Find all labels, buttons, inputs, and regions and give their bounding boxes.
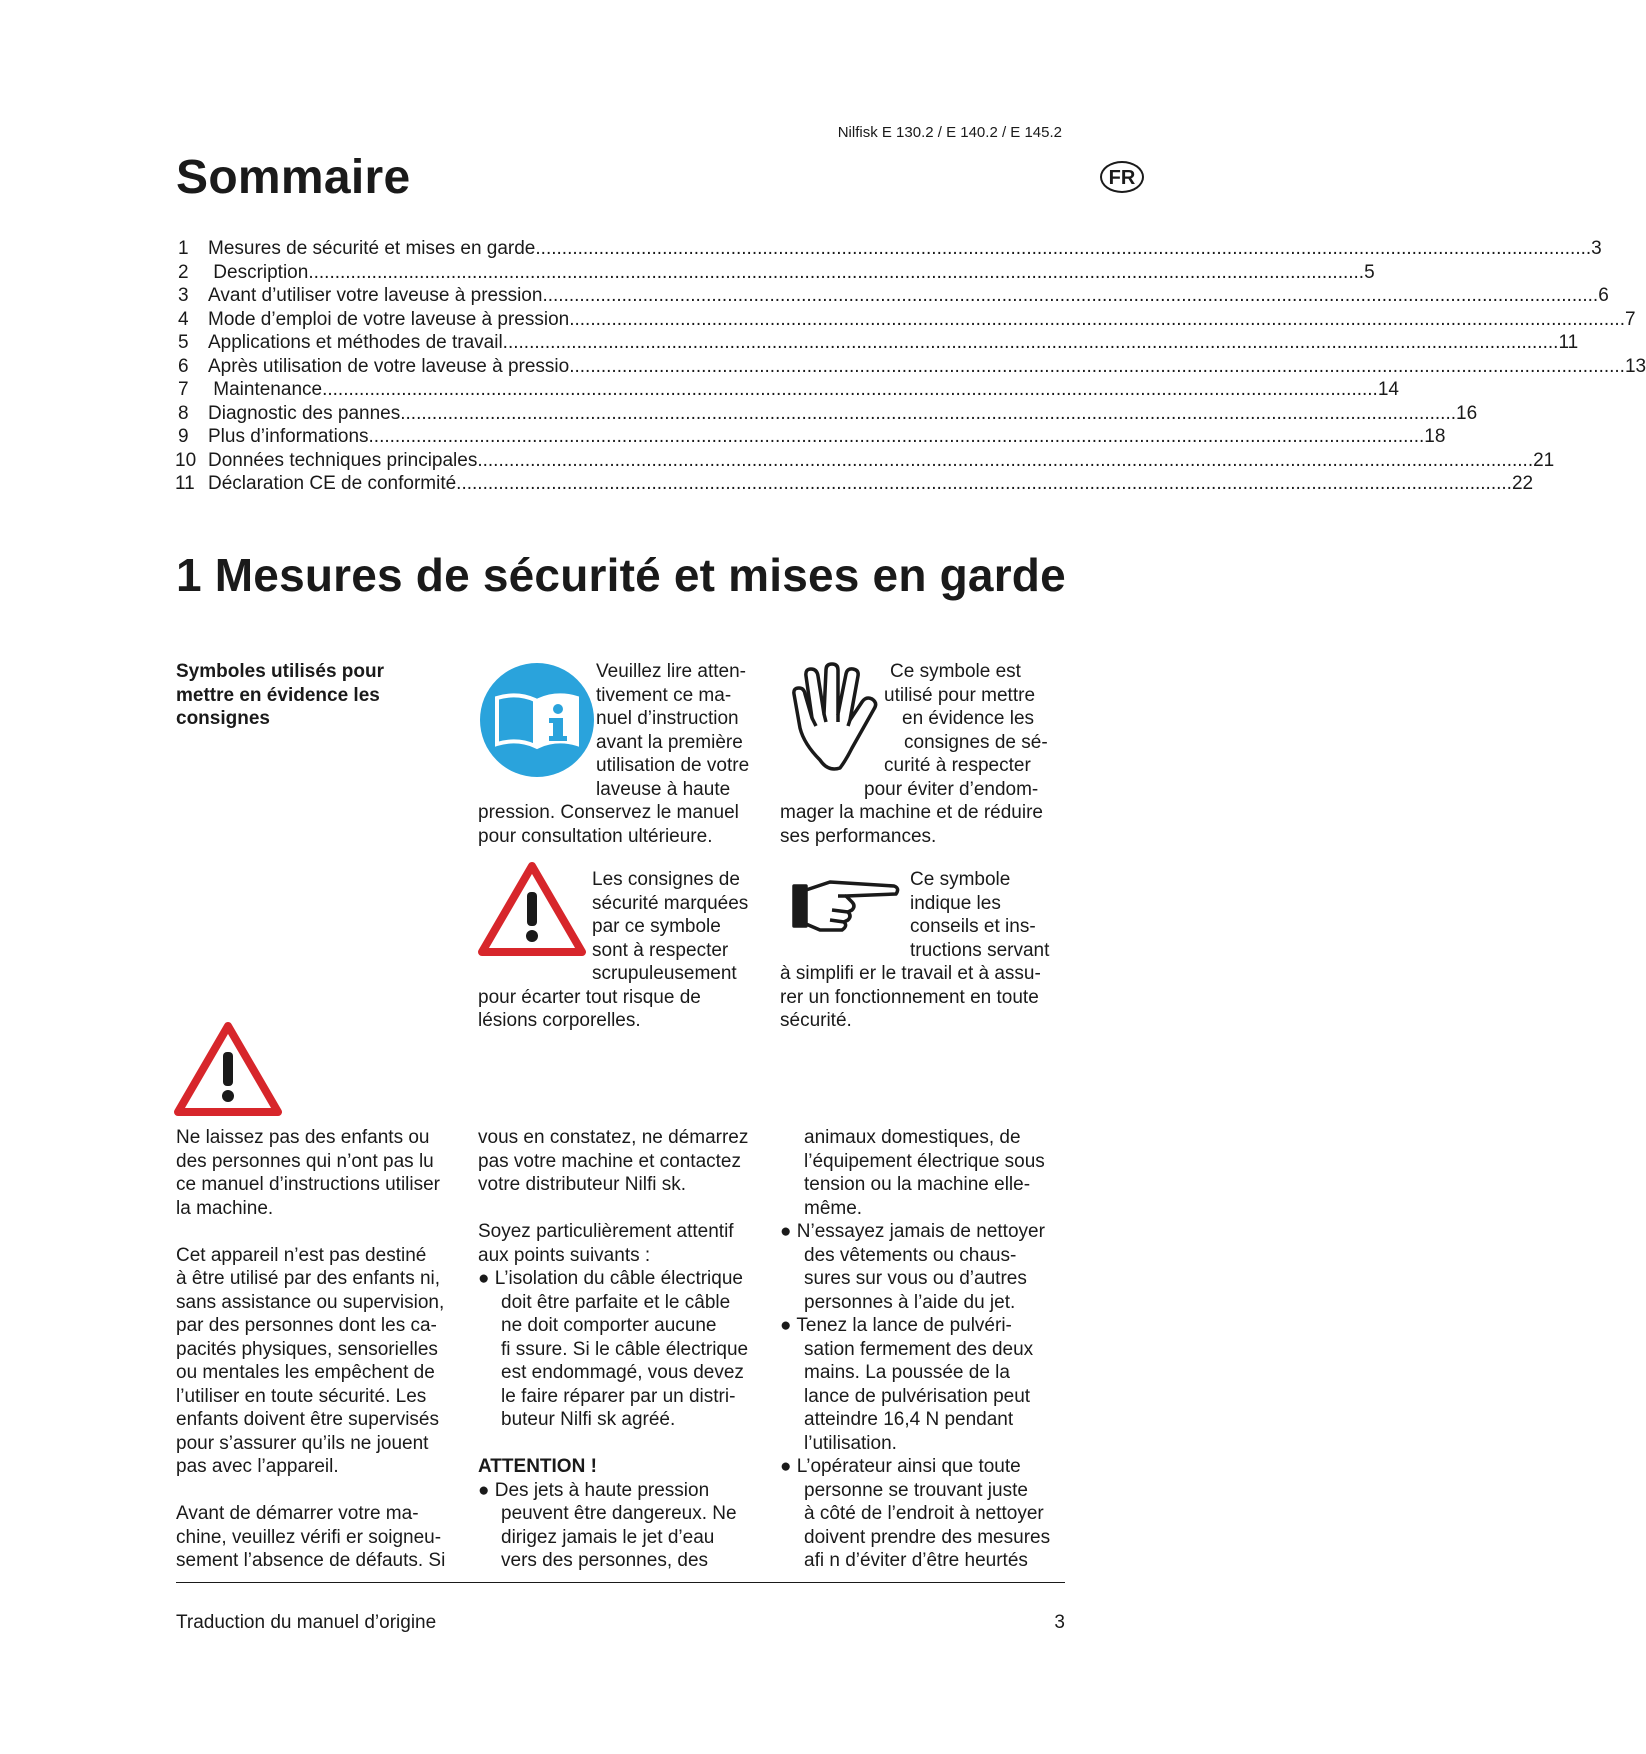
toc-leader-dots: ........................................................................................................................................................................................................ <box>502 332 1559 353</box>
paragraph: Soyez particulièrement attentif aux points suivants : <box>478 1221 734 1266</box>
toc-entry-title: Diagnostic des pannes <box>208 402 401 424</box>
toc-leader-dots: ........................................................................................................................................................................................................ <box>569 308 1625 330</box>
toc-entry-page: 13 <box>1624 355 1646 377</box>
page-number: 3 <box>1054 1612 1065 1633</box>
toc-leader-dots: ........................................................................................................................................................................................................ <box>322 379 1378 400</box>
hand-symbol-text: Ce symbole est utilisé pour mettre en évidence les consignes de sé- curité à respecter pour éviter d’endom- mager la machine et de réduire ses performances. <box>780 661 1048 847</box>
toc-entry-page: 11 <box>1558 332 1579 353</box>
toc-entry-title: Déclaration CE de conformité <box>208 473 457 494</box>
toc-entry <box>178 402 1478 426</box>
toc-entry-title: Mode d’emploi de votre laveuse à pression <box>208 308 570 330</box>
toc-entry-title: Description <box>208 261 309 283</box>
paragraph: animaux domestiques, de l’équipement électrique sous tension ou la machine elle- même. <box>804 1127 1045 1219</box>
body-column-2 <box>478 1126 778 1573</box>
pointer-symbol-text: Ce symbole indique les conseils et ins- tructions servant à simplifi er le travail et à assu- rer un fonctionnement en toute sécurité. <box>780 869 1050 1031</box>
toc-entry-title: Avant d’utiliser votre laveuse à pression <box>208 285 543 306</box>
toc-entry-title: Applications et méthodes de travail <box>208 332 503 353</box>
toc-leader-dots: ........................................................................................................................................................................................................ <box>400 402 1457 424</box>
toc-entry <box>175 449 1555 473</box>
toc-leader-dots: ........................................................................................................................................................................................................ <box>542 285 1599 306</box>
toc-entry-title: Maintenance <box>208 379 323 400</box>
list-item: ● Des jets à haute pression peuvent être dangereux. Ne dirigez jamais le jet d’eau vers des personnes, des <box>478 1479 737 1571</box>
attention-label: ATTENTION ! <box>478 1456 597 1477</box>
list-item: ● L’isolation du câble électrique doit être parfaite et le câble ne doit comporter aucune fi ssure. Si le câble électrique est endommagé, vous devez le faire réparer par un distri- buteur Nilfi sk agréé. <box>478 1268 749 1430</box>
toc-entry-page: 3 <box>1591 238 1602 259</box>
manual-symbol-text: Veuillez lire atten- tivement ce ma- nuel d’instruction avant la première utilisation de votre laveuse à haute pression. Conservez le manuel pour consultation ultérieure. <box>478 661 750 847</box>
section-heading: 1 Mesures de sécurité et mises en garde <box>176 549 1066 601</box>
toc-entry-number: 6 <box>178 355 189 377</box>
toc-entry-number: 9 <box>178 426 189 447</box>
toc-entry-number: 10 <box>175 449 197 471</box>
toc-entry-page: 16 <box>1456 402 1478 424</box>
list-item: ● N’essayez jamais de nettoyer des vêtements ou chaus- sures sur vous ou d’autres personnes à l’aide du jet. <box>780 1221 1045 1313</box>
toc-entry <box>178 261 1375 285</box>
toc-entry-page: 14 <box>1377 379 1399 400</box>
toc-entry-number: 8 <box>178 402 189 424</box>
toc-entry <box>178 355 1646 379</box>
toc-leader-dots: ........................................................................................................................................................................................................ <box>308 261 1365 283</box>
list-item: ● L’opérateur ainsi que toute personne se trouvant juste à côté de l’endroit à nettoyer doivent prendre des mesures afi n d’éviter d’être heurtés <box>780 1456 1051 1571</box>
toc-entry-title: Mesures de sécurité et mises en garde <box>208 238 536 259</box>
paragraph: vous en constatez, ne démarrez pas votre machine et contactez votre distributeur Nilfi sk. <box>478 1127 749 1195</box>
body-column-3 <box>780 1126 1070 1573</box>
toc-entry <box>178 284 1609 308</box>
toc-entry <box>178 237 1602 261</box>
warning-triangle-icon <box>174 1022 282 1123</box>
toc-entry <box>178 425 1446 449</box>
toc-entry-page: 22 <box>1511 473 1534 494</box>
toc-entry-page: 7 <box>1624 308 1636 330</box>
warning-symbol-text: Les consignes de sécurité marquées par ce symbole sont à respecter scrupuleusement pour écarter tout risque de lésions corporelles. <box>478 869 749 1031</box>
language-badge: FR <box>1100 161 1144 193</box>
toc-entry-number: 3 <box>178 285 189 306</box>
footer-note: Traduction du manuel d’origine <box>176 1612 437 1633</box>
toc-title: Sommaire <box>176 151 411 204</box>
toc-leader-dots: ........................................................................................................................................................................................................ <box>569 355 1625 377</box>
paragraph: Ne laissez pas des enfants ou des personnes qui n’ont pas lu ce manuel d’instructions utiliser la machine. <box>176 1127 441 1219</box>
toc-entry-page: 18 <box>1424 426 1446 447</box>
toc-entry <box>175 472 1534 496</box>
toc-entry-page: 21 <box>1533 449 1555 471</box>
paragraph: Avant de démarrer votre ma- chine, veuillez vérifi er soigneu- sement l’absence de défauts. Si <box>176 1503 446 1571</box>
toc-leader-dots: ........................................................................................................................................................................................................ <box>535 238 1592 259</box>
body-column-1 <box>176 1126 466 1596</box>
footer-divider <box>176 1582 1065 1583</box>
symbols-label: Symboles utilisés pour mettre en évidence les consignes <box>176 661 384 729</box>
list-item: ● Tenez la lance de pulvéri- sation fermement des deux mains. La poussée de la lance de pulvérisation peut atteindre 16,4 N pendant l’utilisation. <box>780 1315 1034 1454</box>
toc-entry-number: 2 <box>178 261 189 283</box>
toc-entry <box>178 308 1636 332</box>
toc-entry-title: Après utilisation de votre laveuse à pressio <box>208 355 570 377</box>
toc-entry-title: Données techniques principales <box>208 449 478 471</box>
paragraph: Cet appareil n’est pas destiné à être utilisé par des enfants ni, sans assistance ou supervision, par des personnes dont les ca- pacités physiques, sensorielles ou mentales les empêchent de l’utiliser en toute sécurité. Les enfants doivent être supervisés pour s’assurer qu’ils ne jouent pas avec l’appareil. <box>176 1244 445 1477</box>
toc-entry-number: 1 <box>178 238 189 259</box>
toc-entry <box>178 378 1399 402</box>
toc-entry-title: Plus d’informations <box>208 426 369 447</box>
toc-entry-number: 4 <box>178 308 189 330</box>
toc-entry-number: 5 <box>178 332 189 353</box>
toc-leader-dots: ........................................................................................................................................................................................................ <box>368 426 1425 447</box>
toc-entry <box>178 331 1579 355</box>
toc-entry-page: 6 <box>1598 285 1609 306</box>
toc-leader-dots: ........................................................................................................................................................................................................ <box>456 473 1512 494</box>
toc-entry-number: 11 <box>175 473 195 494</box>
toc-entry-page: 5 <box>1364 261 1375 283</box>
toc-entry-number: 7 <box>178 379 189 400</box>
toc-leader-dots: ........................................................................................................................................................................................................ <box>477 449 1534 471</box>
table-of-contents <box>175 237 1646 496</box>
model-reference: Nilfisk E 130.2 / E 140.2 / E 145.2 <box>837 124 1062 141</box>
